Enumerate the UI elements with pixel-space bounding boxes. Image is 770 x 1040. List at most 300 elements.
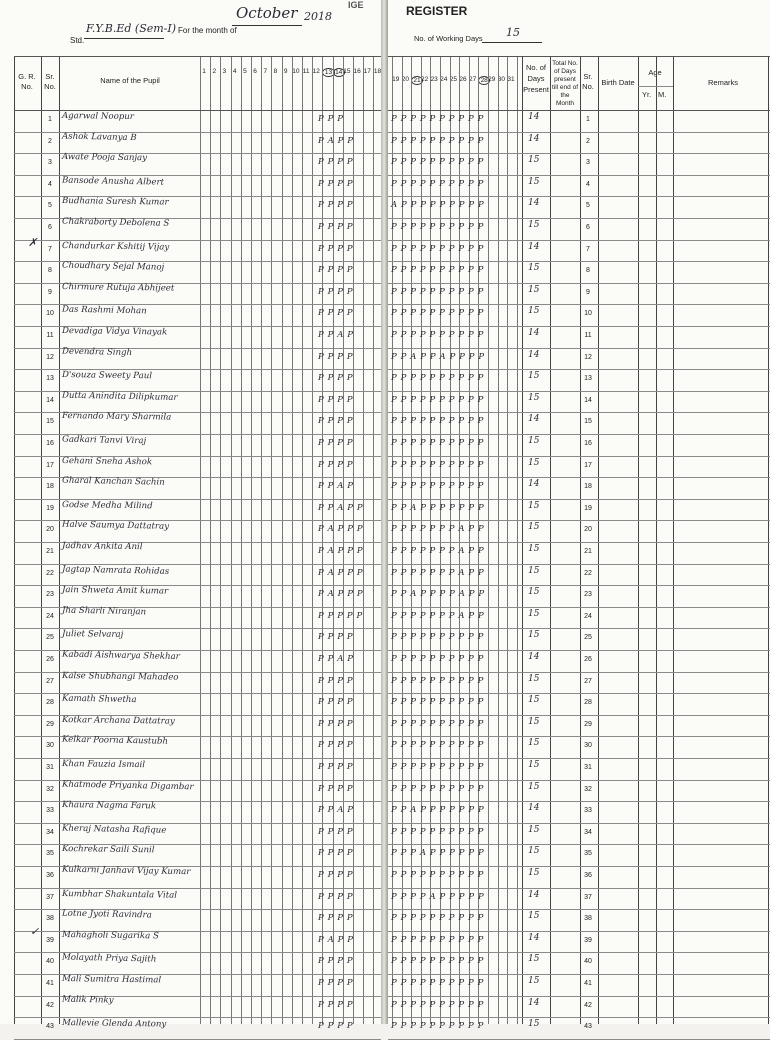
table-row [0, 650, 381, 672]
attendance-marks-left: P P A P [318, 654, 354, 664]
table-row [0, 434, 381, 456]
col-age-m: M. [658, 90, 667, 99]
attendance-marks-right: P P P P P P P P P P [391, 697, 484, 708]
attendance-marks-right: P P P P P P P P P P [391, 1021, 484, 1032]
table-row [0, 520, 381, 542]
student-sr-number: 25 [46, 634, 54, 642]
student-sr-number-right: 24 [584, 612, 592, 620]
attendance-marks-right: P P P P P P P P P P [391, 373, 484, 384]
std-label: Std. [70, 36, 85, 45]
days-present-value: 15 [528, 846, 540, 857]
student-name: Jagtap Namrata Rohidas [61, 564, 170, 577]
student-sr-number-right: 13 [584, 375, 592, 383]
student-sr-number: 3 [48, 159, 52, 167]
student-name: Devendra Singh [61, 346, 133, 358]
attendance-marks-left: P P A P [318, 330, 354, 340]
table-row [388, 412, 770, 434]
attendance-marks-right: P P P P P P P P P P [391, 913, 484, 924]
student-sr-number-right: 38 [584, 915, 592, 923]
student-name: Chirmure Rutuja Abhijeet [61, 281, 175, 294]
attendance-marks-left: P P A P P [318, 502, 364, 513]
student-name: Ashok Lavanya B [61, 131, 137, 143]
attendance-marks-left: P P P P [318, 913, 354, 924]
table-row [0, 844, 381, 866]
attendance-marks-left: P P P P [318, 870, 354, 880]
attendance-marks-right: P P P P P P P P P P [391, 999, 484, 1010]
working-days-label: No. of Working Days [414, 34, 483, 43]
attendance-marks-left: P A P P P [318, 546, 364, 556]
student-name: Das Rashmi Mohan [61, 304, 147, 317]
month-label: For the month of [178, 26, 237, 35]
student-name: Fernando Mary Sharmila [61, 411, 172, 423]
days-present-value: 14 [528, 349, 540, 360]
attendance-marks-right: P P P A P P P P P P [391, 848, 485, 859]
student-sr-number: 41 [46, 980, 54, 987]
days-present-value: 15 [528, 760, 540, 770]
student-name: Molayath Priya Sajith [61, 952, 157, 965]
day-header-20: 20 [401, 76, 409, 83]
days-present-value: 15 [528, 911, 540, 922]
table-row [388, 888, 770, 910]
student-sr-number-right: 1 [586, 116, 590, 123]
table-row [388, 909, 770, 931]
student-name: Devadiga Vidya Vinayak [61, 326, 168, 338]
day-header-9: 9 [283, 68, 288, 75]
student-sr-number: 32 [46, 785, 54, 793]
student-sr-number: 33 [46, 807, 54, 815]
student-sr-number-right: 36 [584, 872, 592, 879]
attendance-marks-left: P A P P P [318, 567, 364, 578]
attendance-marks-left: P P P P [318, 956, 354, 967]
student-sr-number: 8 [48, 267, 52, 275]
student-sr-number-right: 6 [586, 224, 590, 231]
student-sr-number: 15 [46, 418, 54, 426]
day-header-27: 27 [468, 76, 477, 83]
student-sr-number: 18 [46, 483, 54, 491]
table-row [388, 261, 770, 283]
table-row [0, 110, 381, 132]
month-value: October [236, 4, 298, 22]
student-sr-number: 26 [46, 656, 54, 663]
days-present-value: 15 [528, 954, 540, 965]
day-header-21: 21 [411, 76, 423, 85]
day-header-11: 11 [302, 68, 310, 75]
attendance-marks-left: P P P P [318, 891, 354, 902]
table-row [0, 196, 381, 218]
student-sr-number-right: 35 [584, 850, 592, 858]
table-row [388, 823, 770, 845]
student-sr-number: 36 [46, 872, 54, 879]
attendance-marks-right: P P P P P P P P P P [391, 870, 484, 880]
corner-text: IGE [348, 0, 364, 10]
table-row [0, 499, 381, 521]
attendance-marks-left: P P P P [318, 459, 354, 470]
attendance-marks-right: P P P P P P P P P P [391, 654, 484, 664]
student-name: Awate Pooja Sanjay [61, 152, 148, 164]
table-row [388, 304, 770, 326]
attendance-marks-right: P P P P P P P A P P [391, 610, 485, 621]
day-header-24: 24 [440, 76, 448, 83]
student-sr-number: 19 [46, 504, 54, 512]
table-row [388, 499, 770, 521]
day-header-29: 29 [488, 76, 496, 83]
student-name: Khatmode Priyanka Digambar [61, 779, 194, 792]
student-sr-number: 38 [46, 915, 54, 923]
table-row [388, 931, 770, 953]
table-row [388, 218, 770, 240]
student-sr-number-right: 40 [584, 958, 592, 966]
table-row [388, 520, 770, 542]
days-present-value: 15 [528, 436, 540, 446]
table-row [0, 412, 381, 434]
col-sr-header: Sr. No. [44, 72, 56, 91]
day-header-25: 25 [449, 76, 457, 83]
days-present-value: 15 [528, 824, 540, 835]
days-present-value: 15 [528, 220, 540, 230]
attendance-marks-left: P P P P [318, 265, 354, 276]
student-name: Khan Fauzia Ismail [61, 759, 146, 771]
table-row [0, 888, 381, 910]
attendance-marks-right: P P P P P P P P P P [391, 740, 484, 751]
attendance-marks-left: P P P P [318, 157, 354, 168]
attendance-marks-right: P P P P P P P A P P [391, 524, 485, 535]
student-name: Bansode Anusha Albert [61, 175, 165, 188]
student-sr-number-right: 43 [584, 1023, 592, 1031]
table-row [0, 974, 381, 996]
day-header-19: 19 [392, 76, 400, 83]
attendance-marks-right: P P P P P P P P P P [391, 934, 484, 945]
student-sr-number-right: 7 [586, 245, 590, 253]
student-sr-number: 5 [48, 202, 52, 210]
student-sr-number: 4 [48, 180, 52, 188]
table-row [388, 196, 770, 218]
attendance-marks-left: P P P P [318, 718, 354, 729]
student-sr-number-right: 31 [584, 764, 592, 771]
table-row [388, 607, 770, 629]
student-sr-number-right: 17 [584, 461, 592, 469]
student-sr-number-right: 33 [584, 807, 592, 815]
days-present-value: 15 [528, 306, 540, 317]
col-age-yr: Yr. [642, 90, 652, 99]
attendance-marks-right: P P P P P P P P P P [391, 762, 484, 772]
attendance-marks-left: P P P P [318, 178, 354, 189]
student-sr-number: 29 [46, 720, 54, 728]
table-row [0, 1017, 381, 1039]
attendance-marks-left: P P P P [318, 978, 354, 988]
days-present-value: 14 [528, 997, 540, 1008]
table-row [388, 952, 770, 974]
student-sr-number: 10 [46, 310, 54, 318]
attendance-marks-right: P P P P P P P P P P [391, 330, 484, 340]
attendance-marks-right: P P P P P P P A P P [391, 546, 485, 556]
attendance-marks-left: P P P P [318, 632, 354, 643]
attendance-marks-right: P P P P P P P P P P [391, 718, 484, 729]
days-present-value: 15 [528, 1019, 540, 1030]
col-age-header: Age [648, 68, 662, 77]
student-sr-number: 34 [46, 828, 54, 836]
student-sr-number-right: 22 [584, 569, 592, 577]
attendance-marks-right: P P P P A P P P P P [391, 891, 485, 902]
attendance-marks-right: P P P P P P P P P P [391, 243, 484, 254]
attendance-marks-right: A P P P P P P P P P [391, 200, 485, 211]
col-sr-header-right: Sr. No. [582, 72, 594, 91]
day-header-30: 30 [497, 76, 505, 83]
table-row [388, 132, 770, 154]
days-present-value: 15 [528, 522, 540, 533]
student-sr-number-right: 18 [584, 483, 592, 491]
table-row [0, 801, 381, 823]
student-sr-number-right: 32 [584, 785, 592, 793]
table-row [388, 780, 770, 802]
table-row [0, 823, 381, 845]
attendance-marks-right: P P P P P P P P P P [391, 956, 484, 967]
attendance-marks-left: P P A P [318, 481, 354, 492]
table-row [0, 348, 381, 370]
student-name: Choudhary Sejal Manoj [61, 260, 165, 273]
table-row [388, 564, 770, 586]
table-row [0, 477, 381, 499]
day-header-3: 3 [222, 68, 227, 75]
table-row [0, 456, 381, 478]
student-name: Kochrekar Saili Sunil [61, 844, 155, 856]
student-sr-number-right: 12 [584, 353, 592, 361]
day-header-5: 5 [243, 68, 247, 75]
attendance-marks-right: P P P P P P P P P P [391, 675, 484, 686]
table-row [388, 693, 770, 715]
day-header-10: 10 [292, 68, 300, 75]
student-sr-number: 12 [46, 353, 54, 361]
table-row [388, 715, 770, 737]
days-present-value: 14 [528, 803, 540, 814]
attendance-marks-left: P P P P [318, 286, 354, 297]
attendance-marks-left: P P P P [318, 783, 354, 794]
student-sr-number-right: 10 [584, 310, 592, 318]
student-sr-number: 37 [46, 893, 54, 901]
student-sr-number-right: 23 [584, 591, 592, 599]
student-sr-number: 14 [46, 396, 54, 404]
student-sr-number: 28 [46, 699, 54, 707]
table-row [388, 153, 770, 175]
student-sr-number: 9 [48, 288, 52, 296]
student-sr-number: 24 [46, 612, 54, 620]
table-row [388, 175, 770, 197]
days-present-value: 14 [528, 889, 540, 900]
table-row [388, 585, 770, 607]
student-sr-number-right: 42 [584, 1001, 592, 1009]
table-row [388, 672, 770, 694]
day-header-12: 12 [312, 68, 320, 75]
table-row [388, 801, 770, 823]
attendance-marks-right: P P P P P P P P P P [391, 135, 484, 146]
student-sr-number-right: 16 [584, 440, 592, 447]
day-header-26: 26 [459, 76, 467, 83]
table-row [388, 866, 770, 888]
student-sr-number-right: 11 [584, 332, 592, 339]
student-sr-number-right: 9 [586, 288, 590, 296]
attendance-marks-right: P P P P P P P P P P [391, 178, 484, 189]
days-present-value: 14 [528, 328, 540, 338]
working-days-value: 15 [506, 26, 520, 39]
table-row [388, 996, 770, 1018]
student-sr-number: 35 [46, 850, 54, 858]
days-present-value: 15 [528, 155, 540, 166]
days-present-value: 14 [528, 652, 540, 662]
student-sr-number-right: 21 [584, 548, 592, 555]
attendance-marks-left: P P P P [318, 762, 354, 772]
days-present-value: 14 [528, 479, 540, 490]
days-present-value: 15 [528, 392, 540, 403]
table-row [388, 1017, 770, 1039]
student-name: Budhania Suresh Kumar [61, 196, 169, 208]
student-name: Gadkari Tanvi Viraj [61, 434, 147, 447]
table-row [0, 909, 381, 931]
attendance-marks-right: P P P P P P P P P P [391, 308, 484, 319]
student-sr-number: 2 [48, 137, 52, 145]
student-name: Dutta Anindita Dilipkumar [61, 390, 178, 403]
table-row [0, 931, 381, 953]
table-row [0, 758, 381, 780]
student-name: Kumbhar Shakuntala Vital [61, 888, 178, 901]
attendance-marks-right: P P P P P P P P P P [391, 416, 484, 427]
attendance-marks-left: P P P P [318, 373, 354, 384]
attendance-marks-right: P P P P P P P P P P [391, 783, 484, 794]
days-present-value: 14 [528, 112, 540, 122]
table-row [0, 283, 381, 305]
student-sr-number-right: 28 [584, 699, 592, 707]
attendance-marks-right: P P P P P P P P P P [391, 632, 484, 643]
day-header-2: 2 [212, 68, 217, 75]
table-row [388, 240, 770, 262]
table-row [388, 369, 770, 391]
table-row [0, 542, 381, 564]
table-row [0, 952, 381, 974]
tick-mark-icon: ✗ [28, 236, 38, 249]
tick-mark-icon: ✓ [30, 925, 40, 938]
days-present-value: 15 [528, 738, 540, 749]
days-present-value: 15 [528, 976, 540, 986]
table-row [388, 736, 770, 758]
student-name: Jha Sharli Niranjan [61, 605, 147, 618]
student-name: Kabadi Aishwarya Shekhar [61, 649, 180, 663]
table-row [0, 780, 381, 802]
table-row [0, 607, 381, 629]
attendance-marks-right: P P P P P P P P P P [391, 826, 484, 837]
student-name: Kamath Shwetha [61, 693, 137, 706]
col-gr-header: G. R. No. [18, 72, 36, 91]
attendance-marks-left: P A P P [318, 934, 354, 945]
table-row [388, 628, 770, 650]
student-name: Chakraborty Debolena S [61, 216, 170, 229]
student-sr-number: 42 [46, 1001, 54, 1009]
student-sr-number-right: 26 [584, 656, 592, 663]
student-sr-number: 22 [46, 569, 54, 577]
table-row [0, 996, 381, 1018]
student-name: Kelkar Poorna Kaustubh [61, 734, 169, 748]
table-row [388, 391, 770, 413]
day-header-18: 18 [373, 68, 382, 75]
col-days-present-header: No. of Days Present [523, 63, 549, 94]
day-header-14: 14 [333, 68, 345, 77]
student-sr-number: 17 [46, 461, 54, 469]
attendance-marks-right: P P P P P P P P P P [391, 265, 484, 276]
table-row [0, 304, 381, 326]
attendance-marks-left: P P P P P [318, 610, 363, 621]
table-row [0, 866, 381, 888]
attendance-marks-left: P P P P [318, 416, 354, 427]
table-row [0, 693, 381, 715]
student-sr-number-right: 19 [584, 504, 592, 512]
attendance-marks-right: P P P P P P P P P P [391, 114, 484, 124]
day-header-8: 8 [273, 68, 278, 75]
attendance-marks-left: P P P P [318, 740, 354, 751]
student-name: Mahagholi Sugarika S [61, 929, 159, 942]
left-page [0, 0, 382, 1032]
student-sr-number-right: 14 [584, 396, 592, 404]
days-present-value: 15 [528, 716, 540, 727]
table-row [388, 348, 770, 370]
student-sr-number-right: 30 [584, 742, 592, 750]
attendance-marks-right: P P A P P A P P P P [391, 351, 485, 362]
days-present-value: 15 [528, 781, 540, 792]
student-name: Lotne Jyoti Ravindra [61, 908, 152, 921]
table-row [388, 542, 770, 564]
student-name: Kulkarni Janhavi Vijay Kumar [61, 864, 191, 878]
student-sr-number: 27 [46, 677, 54, 685]
student-name: Gehani Sneha Ashok [61, 455, 153, 467]
attendance-marks-left: P P P P [318, 697, 354, 708]
attendance-marks-left: P P P [318, 114, 344, 124]
days-present-value: 15 [528, 457, 540, 468]
student-name: Chandurkar Kshitij Vijay [61, 240, 170, 253]
attendance-marks-right: P P A P P P P P P P [391, 502, 485, 513]
day-header-15: 15 [343, 68, 351, 75]
attendance-marks-left: P P P P [318, 243, 354, 254]
year-value: 2018 [304, 10, 332, 23]
table-row [388, 456, 770, 478]
attendance-marks-left: P A P P [318, 135, 354, 146]
table-row [0, 672, 381, 694]
days-present-value: 15 [528, 544, 540, 554]
student-name: Kheraj Natasha Rafique [61, 823, 167, 836]
student-sr-number: 40 [46, 958, 54, 966]
days-present-value: 15 [528, 587, 540, 598]
day-header-28: 28 [478, 76, 490, 85]
student-name: D'souza Sweety Paul [61, 370, 153, 382]
days-present-value: 14 [528, 241, 540, 252]
attendance-marks-left: P P A P [318, 805, 354, 816]
std-value: F.Y.B.Ed (Sem-I) [86, 22, 177, 35]
attendance-marks-right: P P P P P P P P P P [391, 157, 484, 168]
attendance-marks-right: P P P P P P P P P P [391, 459, 484, 470]
student-name: Agarwal Noopur [61, 111, 134, 123]
attendance-marks-left: P P P P [318, 200, 354, 211]
attendance-marks-left: P P P P [318, 394, 354, 405]
days-present-value: 15 [528, 608, 540, 619]
table-row [0, 261, 381, 283]
student-sr-number-right: 27 [584, 677, 592, 685]
student-sr-number: 30 [46, 742, 54, 750]
student-sr-number: 16 [46, 440, 54, 447]
days-present-value: 15 [528, 630, 540, 641]
student-sr-number: 31 [46, 764, 54, 771]
table-row [388, 844, 770, 866]
student-name: Mallevie Glenda Antony [61, 1018, 167, 1030]
student-sr-number: 39 [46, 936, 54, 944]
student-name: Khaura Nagma Faruk [61, 800, 157, 812]
table-row [0, 153, 381, 175]
day-header-31: 31 [507, 76, 515, 83]
days-present-value: 15 [528, 284, 540, 295]
